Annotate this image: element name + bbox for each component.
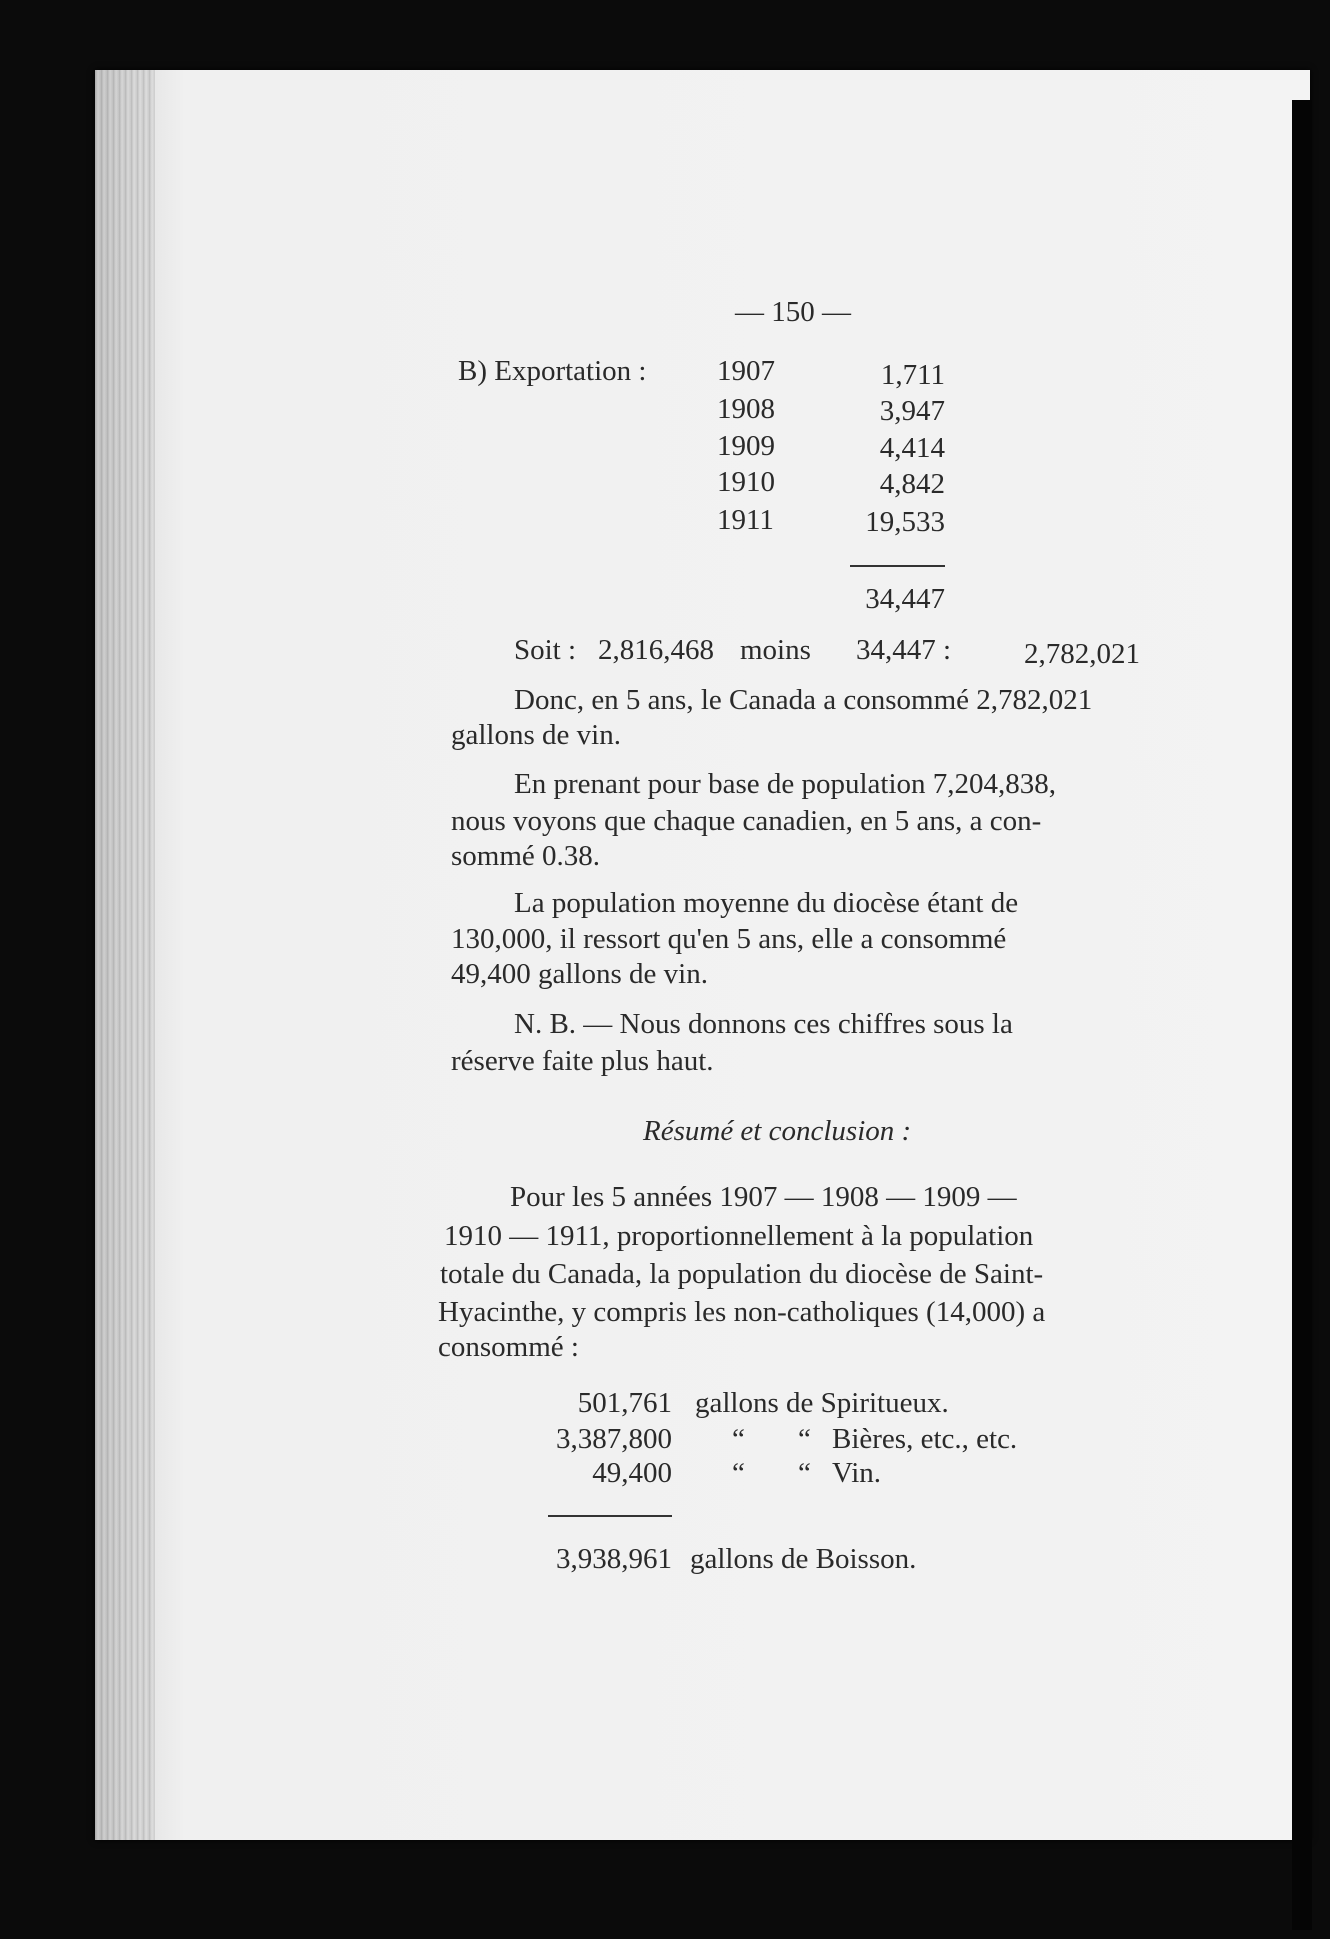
summary-label: gallons de Spiritueux.: [695, 1387, 949, 1419]
conclusion-line: consommé :: [438, 1331, 579, 1363]
soit-prefix: Soit :: [514, 634, 577, 666]
paragraph-line: réserve faite plus haut.: [451, 1045, 714, 1077]
export-year: 1911: [717, 504, 774, 536]
ditto-mark: “: [798, 1457, 811, 1489]
paragraph-line: N. B. — Nous donnons ces chiffres sous la: [514, 1008, 1013, 1040]
summary-total-value: 3,938,961: [556, 1543, 672, 1575]
conclusion-line: 1910 — 1911, proportionnellement à la population: [444, 1220, 1034, 1252]
export-value: 1,711: [880, 359, 945, 391]
export-year: 1908: [717, 393, 775, 425]
export-value: 3,947: [879, 395, 945, 427]
section-title: Résumé et conclusion :: [643, 1115, 912, 1147]
scan-border: [1292, 100, 1312, 1930]
paragraph-line: sommé 0.38.: [451, 840, 601, 872]
conclusion-line: Pour les 5 années 1907 — 1908 — 1909 —: [510, 1181, 1017, 1213]
export-value: 19,533: [865, 506, 945, 538]
ditto-mark: “: [798, 1423, 811, 1455]
export-year: 1909: [717, 430, 775, 462]
summary-label: Vin.: [832, 1457, 882, 1489]
soit-value-a: 2,816,468: [598, 634, 714, 666]
export-year: 1907: [717, 355, 775, 387]
soit-value-b: 34,447 :: [856, 634, 952, 666]
summary-value: 49,400: [592, 1457, 672, 1489]
export-year: 1910: [717, 466, 775, 498]
summary-value: 3,387,800: [556, 1423, 672, 1455]
paragraph-line: Donc, en 5 ans, le Canada a consommé 2,782,021: [514, 684, 1093, 716]
export-total-rule: [850, 565, 945, 567]
ditto-mark: “: [732, 1423, 745, 1455]
page-number: — 150 —: [735, 296, 851, 328]
ditto-mark: “: [732, 1457, 745, 1489]
soit-moins: moins: [740, 634, 811, 666]
export-label: B) Exportation :: [458, 355, 647, 387]
paragraph-line: 130,000, il ressort qu'en 5 ans, elle a consommé: [451, 923, 1007, 955]
soit-result: 2,782,021: [1024, 638, 1140, 670]
paragraph-line: 49,400 gallons de vin.: [451, 958, 708, 990]
export-value: 4,414: [879, 432, 945, 464]
paragraph-line: nous voyons que chaque canadien, en 5 ans, a con-: [451, 805, 1042, 837]
paragraph-line: gallons de vin.: [451, 719, 621, 751]
paragraph-line: La population moyenne du diocèse étant de: [514, 887, 1019, 919]
export-value: 4,842: [879, 468, 945, 500]
conclusion-line: Hyacinthe, y compris les non-catholiques (14,000) a: [438, 1296, 1046, 1328]
page-edge-stack: [95, 70, 155, 1840]
summary-total-rule: [548, 1515, 672, 1517]
summary-value: 501,761: [577, 1387, 672, 1419]
export-total: 34,447: [865, 583, 945, 615]
paragraph-line: En prenant pour base de population 7,204,838,: [514, 768, 1057, 800]
conclusion-line: totale du Canada, la population du diocèse de Saint-: [440, 1258, 1044, 1290]
summary-total-label: gallons de Boisson.: [690, 1543, 917, 1575]
summary-label: Bières, etc., etc.: [832, 1423, 1018, 1455]
